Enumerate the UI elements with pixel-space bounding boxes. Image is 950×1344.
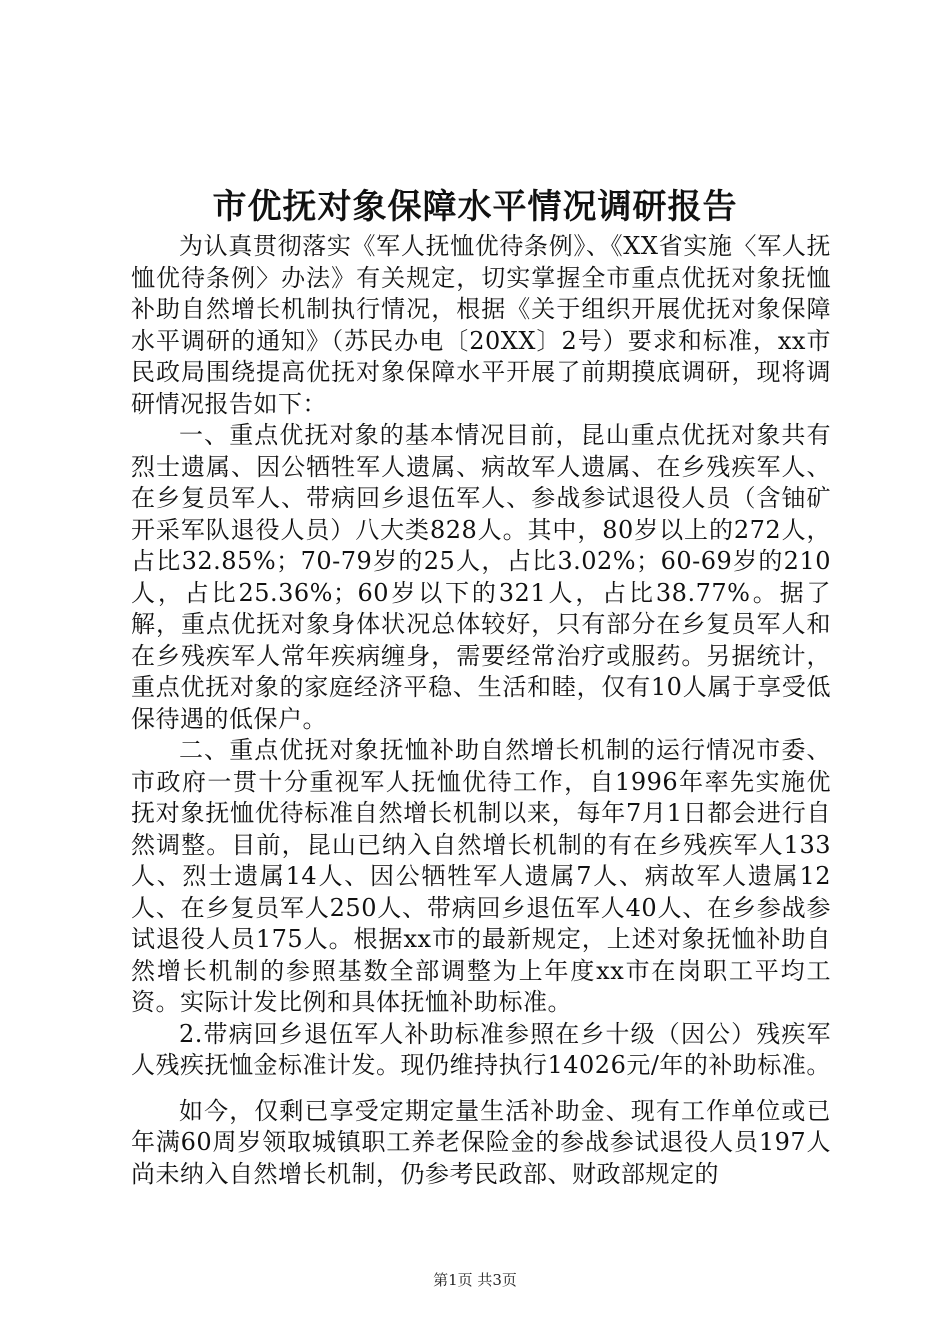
paragraph-item-two: 2.带病回乡退伍军人补助标准参照在乡十级（因公）残疾军人残疾抚恤金标准计发。现仍维持执行14026元/年的补助标准。: [131, 1019, 831, 1079]
paragraph-remaining: 如今，仅剩已享受定期定量生活补助金、现有工作单位或已年满60周岁领取城镇职工养老保险金的参战参试退役人员197人尚未纳入自然增长机制，仍参考民政部、财政部规定的: [131, 1096, 831, 1188]
document-body: [131, 231, 831, 1190]
paragraph-section-one: 一、重点优抚对象的基本情况目前，昆山重点优抚对象共有烈士遗属、因公牺牲军人遗属、病故军人遗属、在乡残疾军人、在乡复员军人、带病回乡退伍军人、参战参试退役人员（含铀矿开采军队退役人员）八大类828人。其中，80岁以上的272人，占比32.85%；70-79岁的25人，占比3.02%；60-69岁的210人，占比25.36%；60岁以下的321人，占比38.77%。据了解，重点优抚对象身体状况总体较好，只有部分在乡复员军人和在乡残疾军人常年疾病缠身，需要经常治疗或服药。另据统计，重点优抚对象的家庭经济平稳、生活和睦，仅有10人属于享受低保待遇的低保户。: [131, 421, 831, 733]
paragraph-intro: 为认真贯彻落实《军人抚恤优待条例》、《XX省实施〈军人抚恤优待条例〉办法》有关规定，切实掌握全市重点优抚对象抚恤补助自然增长机制执行情况，根据《关于组织开展优抚对象保障水平调研的通知》（苏民办电〔20XX〕2号）要求和标准，xx市民政局围绕提高优抚对象保障水平开展了前期摸底调研，现将调研情况报告如下：: [131, 232, 831, 418]
document-title: 市优抚对象保障水平情况调研报告: [212, 187, 738, 227]
page-number-footer: 第1页 共3页: [433, 1271, 517, 1289]
paragraph-section-two: 二、重点优抚对象抚恤补助自然增长机制的运行情况市委、市政府一贯十分重视军人抚恤优待工作，自1996年率先实施优抚对象抚恤优待标准自然增长机制以来，每年7月1日都会进行自然调整。目前，昆山已纳入自然增长机制的有在乡残疾军人133人、烈士遗属14人、因公牺牲军人遗属7人、病故军人遗属12人、在乡复员军人250人、带病回乡退伍军人40人、在乡参战参试退役人员175人。根据xx市的最新规定，上述对象抚恤补助自然增长机制的参照基数全部调整为上年度xx市在岗职工平均工资。实际计发比例和具体抚恤补助标准。: [131, 736, 831, 1016]
